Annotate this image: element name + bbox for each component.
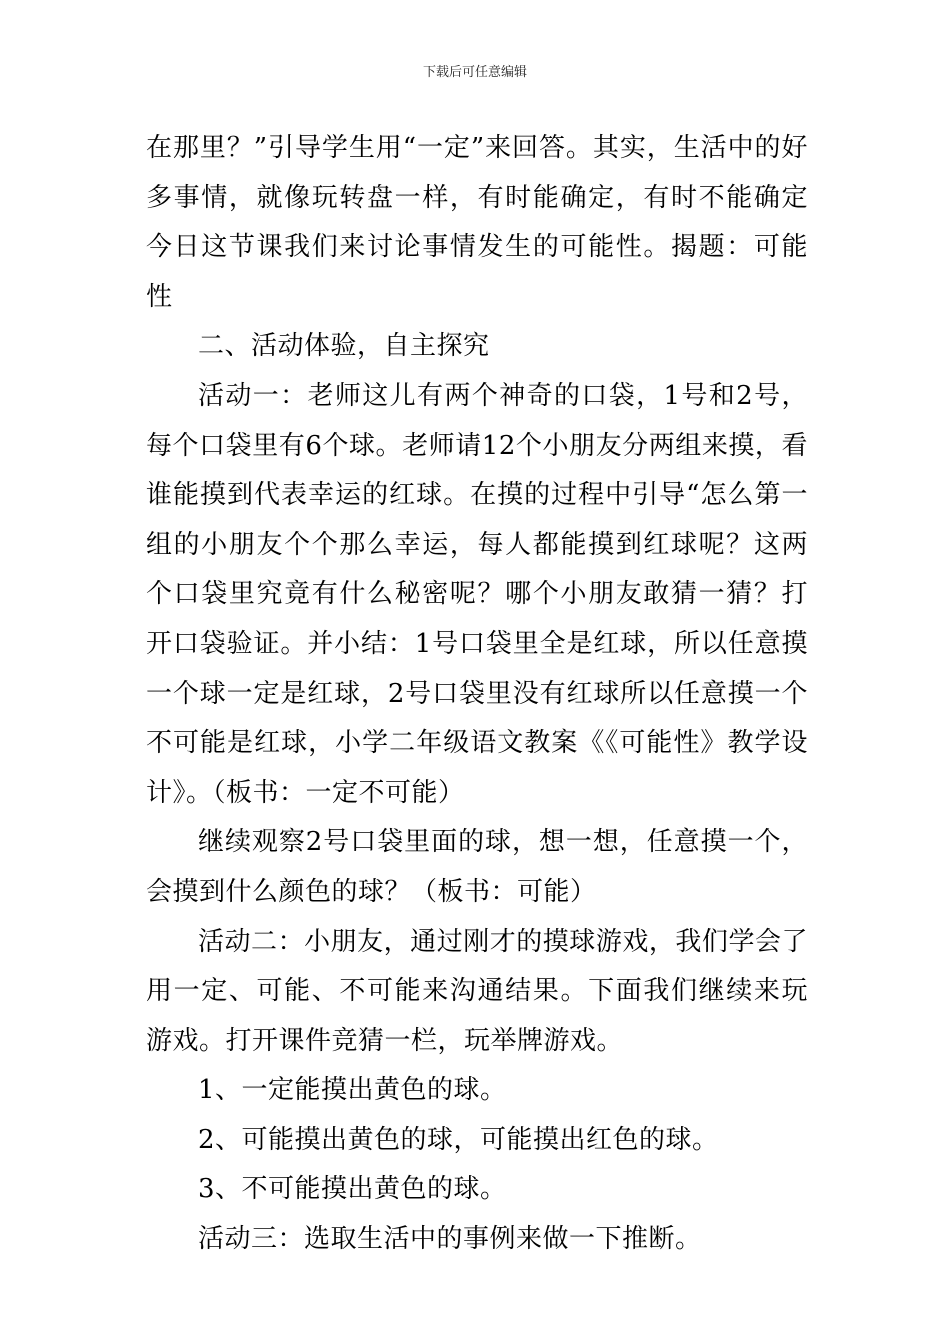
paragraph-intro-continued: 在那里？”引导学生用“一定”来回答。其实，生活中的好多事情，就像玩转盘一样，有时能确定，有时不能确定今日这节课我们来讨论事情发生的可能性。揭题：可能性 (146, 133, 808, 312)
paragraph-activity-three: 活动三：选取生活中的事例来做一下推断。 (198, 1224, 702, 1255)
list-item-2: 2、可能摸出黄色的球，可能摸出红色的球。 (198, 1124, 719, 1155)
page-header: 下载后可任意编辑 (422, 65, 527, 80)
paragraph-section-heading: 二、活动体验，自主探究 (198, 331, 490, 362)
document-body (146, 124, 808, 1265)
list-item-3: 3、不可能摸出黄色的球。 (198, 1174, 507, 1205)
list-item-1: 1、一定能摸出黄色的球。 (198, 1075, 507, 1106)
paragraph-activity-two: 活动二：小朋友，通过刚才的摸球游戏，我们学会了用一定、可能、不可能来沟通结果。下面我们继续来玩游戏。打开课件竞猜一栏，玩举牌游戏。 (146, 926, 808, 1056)
paragraph-activity-one: 活动一：老师这儿有两个神奇的口袋，1号和2号，每个口袋里有6个球。老师请12个小朋友分两组来摸，看谁能摸到代表幸运的红球。在摸的过程中引导“怎么第一组的小朋友个个那么幸运，每人都能摸到红球呢？这两个口袋里究竟有什么秘密呢？哪个小朋友敢猜一猜？打开口袋验证。并小结：1号口袋里全是红球，所以任意摸一个球一定是红球，2号口袋里没有红球所以任意摸一个不可能是红球，小学二年级语文教案《《可能性》教学设计》。（板书：一定不可能） (146, 380, 808, 808)
paragraph-observe-bag-two: 继续观察2号口袋里面的球，想一想，任意摸一个，会摸到什么颜色的球？（板书：可能） (146, 827, 808, 907)
